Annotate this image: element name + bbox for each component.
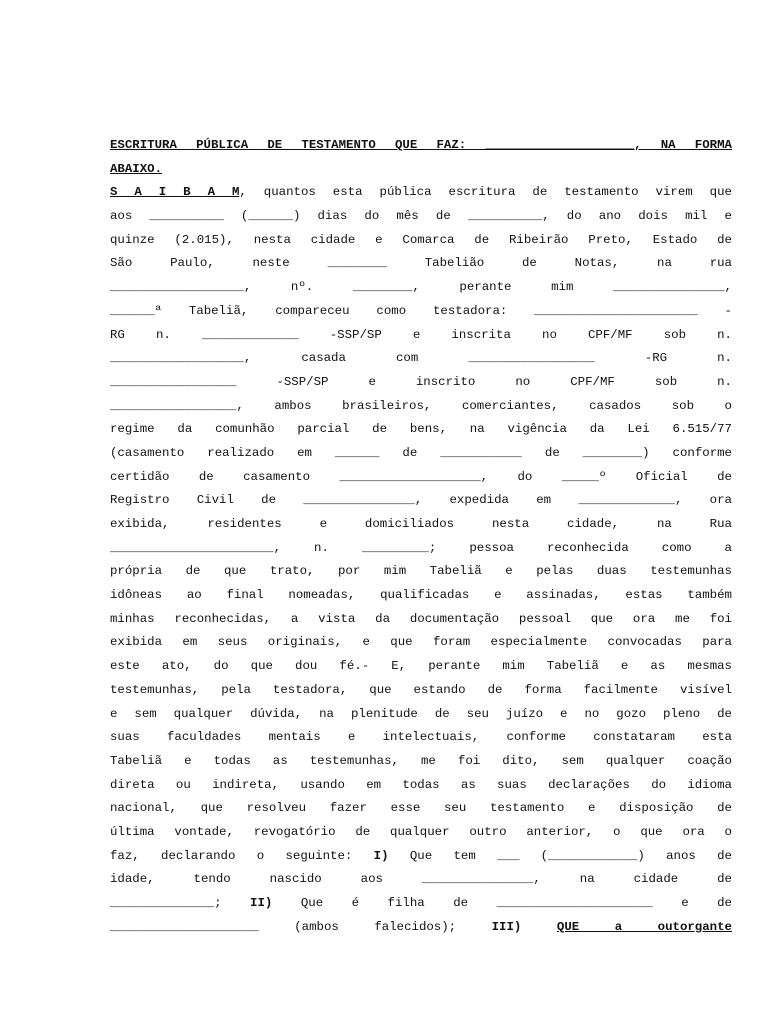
text-segment: própria de que trato, por mim Tabeliã e pelas duas testemunhas: [110, 564, 732, 579]
document-line: [110, 631, 732, 655]
text-segment: São Paulo, neste ________ Tabelião de Notas, na rua: [110, 256, 732, 271]
text-segment: última vontade, revogatório de qualquer outro anterior, o que ora o: [110, 824, 732, 839]
document-line: [110, 229, 732, 253]
document-line: [110, 466, 732, 490]
document-line: [110, 584, 732, 608]
text-segment: regime da comunhão parcial de bens, na vigência da Lei 6.515/77: [110, 422, 732, 437]
document-line: [110, 726, 732, 750]
document-line: [110, 608, 732, 632]
text-segment: _________________ -SSP/SP e inscrito no CPF/MF sob n.: [110, 374, 732, 389]
document-line: [110, 276, 732, 300]
testament-deed-text: [110, 134, 732, 939]
text-segment: (casamento realizado em ______ de ___________ de ________) conforme: [110, 445, 732, 460]
text-segment: faz, declarando o seguinte:: [110, 848, 374, 863]
document-line: [110, 845, 732, 869]
text-segment: idôneas ao final nomeadas, qualificadas e assinadas, estas também: [110, 588, 732, 603]
document-line: [110, 679, 732, 703]
text-segment: exibida em seus originais, e que foram especialmente convocadas para: [110, 635, 732, 650]
text-segment: direta ou indireta, usando em todas as suas declarações do idioma: [110, 777, 732, 792]
text-segment: aos __________ (______) dias do mês de __________, do ano dois mil e: [110, 209, 732, 224]
text-segment: ABAIXO.: [110, 161, 163, 176]
text-segment: ______________;: [110, 896, 251, 910]
text-segment: III): [491, 919, 522, 934]
document-line: [110, 537, 732, 561]
text-segment: suas faculdades mentais e intelectuais, conforme constataram esta: [110, 730, 732, 745]
document-line: [110, 324, 732, 348]
document-line: [110, 868, 732, 892]
document-line: [110, 489, 732, 513]
document-line: [110, 513, 732, 537]
document-line: [110, 916, 732, 940]
text-segment: Que é filha de _____________________ e de: [272, 896, 732, 910]
document-line: [110, 821, 732, 845]
text-segment: ____________________ (ambos falecidos);: [110, 919, 492, 934]
document-line: [110, 205, 732, 229]
text-segment: RG n. _____________ -SSP/SP e inscrita no CPF/MF sob n.: [110, 327, 732, 342]
text-segment: quinze (2.015), nesta cidade e Comarca de Ribeirão Preto, Estado de: [110, 232, 732, 247]
document-line: [110, 442, 732, 466]
text-segment: Tabeliã e todas as testemunhas, me foi dito, sem qualquer coação: [110, 753, 732, 768]
text-segment: [521, 920, 557, 934]
document-line: [110, 134, 732, 158]
document-line: [110, 181, 732, 205]
document-line: [110, 347, 732, 371]
text-segment: certidão de casamento ___________________, do _____º Oficial de: [110, 469, 732, 484]
text-segment: minhas reconhecidas, a vista da documentação pessoal que ora me foi: [110, 611, 732, 626]
text-segment: Registro Civil de _______________, expedida em _____________, ora: [110, 493, 732, 508]
text-segment: idade, tendo nascido aos _______________, na cidade de: [110, 872, 732, 887]
document-line: [110, 797, 732, 821]
document-line: [110, 560, 732, 584]
document-line: [110, 774, 732, 798]
document-line: [110, 252, 732, 276]
text-segment: II): [250, 896, 273, 910]
document-line: [110, 300, 732, 324]
text-segment: ______________________, n. _________; pessoa reconhecida como a: [110, 540, 732, 555]
document-line: [110, 158, 732, 182]
text-segment: , quantos esta pública escritura de testamento virem que: [239, 185, 732, 200]
text-segment: este ato, do que dou fé.- E, perante mim Tabeliã e as mesmas: [110, 659, 732, 674]
text-segment: S A I B A M: [110, 185, 240, 200]
text-segment: I): [373, 848, 389, 863]
document-line: [110, 750, 732, 774]
text-segment: exibida, residentes e domiciliados nesta cidade, na Rua: [110, 517, 732, 531]
text-segment: testemunhas, pela testadora, que estando de forma facilmente visível: [110, 682, 732, 697]
text-segment: __________________, nº. ________, perante mim _______________,: [110, 280, 732, 295]
document-line: [110, 418, 732, 442]
text-segment: Que tem ___ (____________) anos de: [388, 848, 732, 863]
text-segment: __________________, casada com _________________ -RG n.: [110, 351, 732, 366]
text-segment: e sem qualquer dúvida, na plenitude de seu juízo e no gozo pleno de: [110, 706, 732, 721]
document-line: [110, 395, 732, 419]
document-line: [110, 655, 732, 679]
text-segment: ______ª Tabeliã, compareceu como testadora: ______________________ -: [110, 303, 732, 318]
document-line: [110, 371, 732, 395]
text-segment: nacional, que resolveu fazer esse seu testamento e disposição de: [110, 801, 732, 816]
document-line: [110, 892, 732, 916]
text-segment: _________________, ambos brasileiros, comerciantes, casados sob o: [110, 398, 732, 413]
document-line: [110, 703, 732, 727]
text-segment: ESCRITURA PÚBLICA DE TESTAMENTO QUE FAZ: ____________________, NA FORMA: [110, 138, 732, 152]
text-segment: QUE a outorgante: [556, 919, 732, 934]
